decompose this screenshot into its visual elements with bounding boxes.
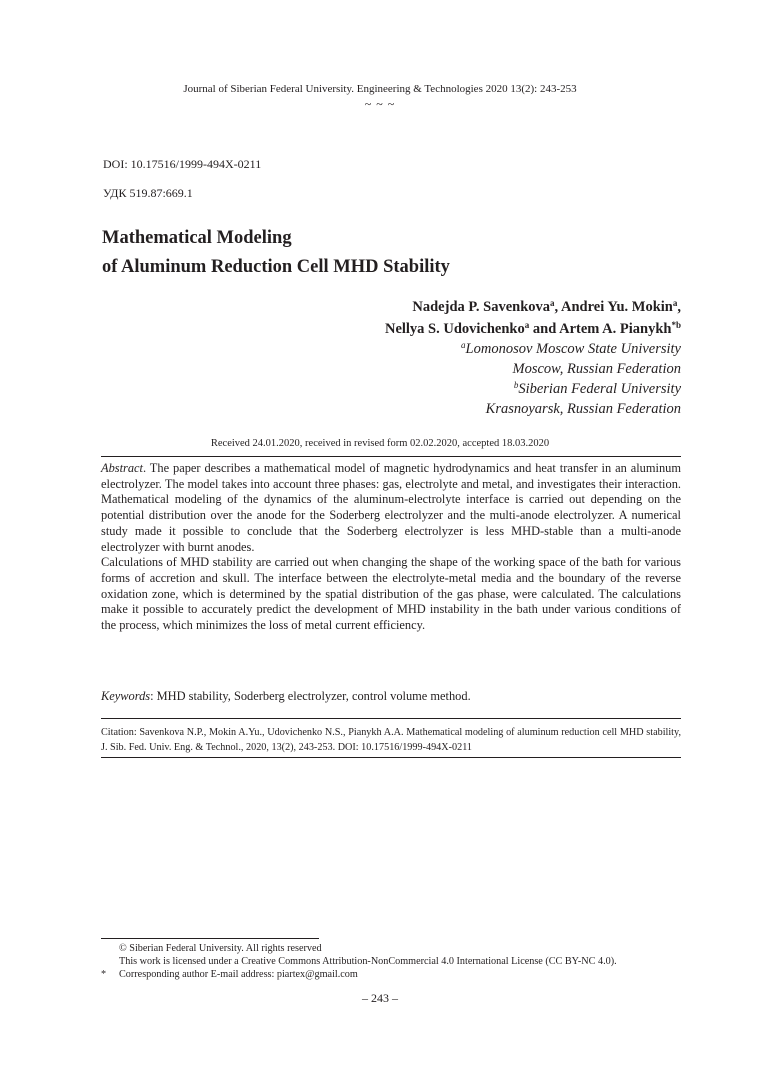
author-affiliation-mark: a bbox=[672, 298, 678, 308]
abstract-label: Abstract bbox=[101, 461, 143, 475]
affiliation-b-line-1 bbox=[461, 379, 681, 399]
affiliation-list bbox=[461, 339, 681, 419]
title-line-2: of Aluminum Reduction Cell MHD Stability bbox=[102, 257, 450, 277]
citation: Citation: Savenkova N.P., Mokin A.Yu., Udovichenko N.S., Pianykh A.A. Mathematical modeling of aluminum reduction cell MHD stability, J. Sib. Fed. Univ. Eng. & Technol., 2020, 13(2), 243-253. DOI: 10.17516/1999-494X-0211 bbox=[101, 727, 681, 753]
footnotes bbox=[101, 942, 617, 981]
journal-header: Journal of Siberian Federal University. Engineering & Technologies 2020 13(2): 243-253 bbox=[183, 83, 577, 95]
author-name: Andrei Yu. Mokin bbox=[561, 299, 673, 315]
affiliation-mark: a bbox=[461, 340, 466, 350]
title-line-1: Mathematical Modeling bbox=[102, 228, 292, 248]
citation-top-rule bbox=[101, 718, 681, 719]
header-separator: ~ ~ ~ bbox=[364, 97, 396, 111]
abstract-paragraph-1 bbox=[101, 461, 681, 555]
author-list bbox=[385, 296, 681, 340]
abstract-text: . The paper describes a mathematical model of magnetic hydrodynamics and heat transfer in an aluminum electrolyzer. The model takes into account three phases: gas, electrolyte and metal, and investigates their interaction. Mathematical modeling of the dynamics of the aluminum-electrolyte interface is carried out depending on the potential distribution over the anode for the Soderberg electrolyzer and the multi-anode electrolyzer. A numerical study made it possible to conclude that the Soderberg electrolyzer is less MHD-stable than a multi-anode electrolyzer with burnt anodes. bbox=[101, 461, 681, 554]
author-separator: , bbox=[677, 299, 681, 315]
footnote-copyright: © Siberian Federal University. All rights reserved bbox=[119, 943, 322, 954]
udk-line: УДК 519.87:669.1 bbox=[103, 186, 193, 200]
paper-title bbox=[102, 224, 450, 282]
author-affiliation-mark: a bbox=[524, 320, 530, 330]
keywords-text: : MHD stability, Soderberg electrolyzer, control volume method. bbox=[150, 689, 471, 703]
abstract bbox=[101, 461, 681, 634]
footnote-license: This work is licensed under a Creative Commons Attribution-NonCommercial 4.0 International License (CC BY-NC 4.0). bbox=[119, 956, 617, 967]
affiliation-institution: Siberian Federal University bbox=[518, 381, 681, 397]
author-name: Artem A. Pianykh bbox=[559, 321, 672, 337]
authors-line-2 bbox=[385, 318, 681, 340]
affiliation-a-line-2: Moscow, Russian Federation bbox=[512, 361, 681, 377]
author-separator: and bbox=[529, 321, 560, 337]
page-number: – 243 – bbox=[362, 991, 398, 1005]
author-name: Nadejda P. Savenkova bbox=[412, 299, 551, 315]
abstract-paragraph-2: Calculations of MHD stability are carried out when changing the shape of the working space of the bath for various forms of accretion and skull. The interface between the electrolyte-metal media and the boundary of the reverse oxidation zone, which is determined by the spatial distribution of the gas phase, were calculated. The calculations make it possible to accurately predict the development of MHD instability in the bath under various conditions of the process, which minimizes the loss of metal current efficiency. bbox=[101, 555, 681, 633]
affiliation-a-line-1 bbox=[461, 339, 681, 359]
author-name: Nellya S. Udovichenko bbox=[384, 321, 525, 337]
author-separator: , bbox=[554, 299, 561, 315]
author-affiliation-mark: *b bbox=[671, 320, 681, 330]
author-affiliation-mark: a bbox=[550, 298, 555, 308]
authors-line-1 bbox=[385, 296, 681, 318]
affiliation-institution: Lomonosov Moscow State University bbox=[465, 341, 681, 357]
affiliation-mark: b bbox=[513, 380, 519, 390]
citation-bottom-rule bbox=[101, 757, 681, 758]
abstract-top-rule bbox=[101, 456, 681, 457]
received-dates: Received 24.01.2020, received in revised form 02.02.2020, accepted 18.03.2020 bbox=[210, 438, 550, 449]
doi-line: DOI: 10.17516/1999-494X-0211 bbox=[103, 157, 262, 171]
footnote-asterisk: * bbox=[101, 969, 107, 980]
keywords-label: Keywords bbox=[101, 689, 151, 703]
corresponding-text: Corresponding author E-mail address: piartex@gmail.com bbox=[119, 969, 358, 980]
footnote-rule bbox=[101, 938, 319, 939]
keywords bbox=[101, 689, 681, 704]
affiliation-b-line-2: Krasnoyarsk, Russian Federation bbox=[485, 401, 681, 417]
footnote-corresponding bbox=[101, 968, 617, 981]
